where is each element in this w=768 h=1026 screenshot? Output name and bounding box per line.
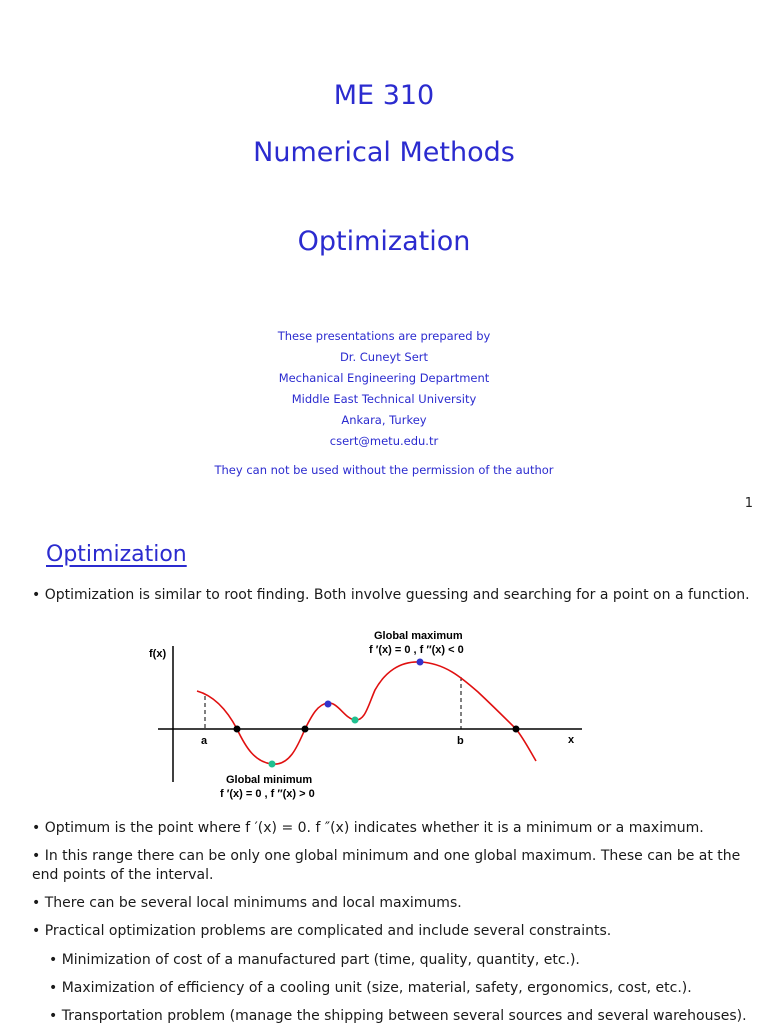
interval-label-a: a [201, 735, 208, 747]
course-code: ME 310 [333, 80, 435, 111]
course-name: Numerical Methods [253, 137, 515, 168]
global-minimum-label: Global minimum [226, 774, 313, 786]
page-number: 1 [744, 496, 753, 511]
y-axis-label: f(x) [149, 648, 167, 660]
root-point [513, 726, 520, 733]
global-maximum-condition: f ′(x) = 0 , f ″(x) < 0 [369, 644, 464, 656]
local-maximum-point [325, 701, 332, 708]
sub-bullet-item: • Transportation problem (manage the shipping between several sources and several warehouses). [49, 1008, 747, 1024]
interval-label-b: b [457, 735, 464, 747]
bullet-item: • There can be several local minimums and local maximums. [32, 895, 462, 911]
local-minimum-point [352, 717, 359, 724]
global-minimum-point [269, 761, 276, 768]
permission-notice: They can not be used without the permission of the author [214, 463, 554, 477]
sub-bullet-item: • Minimization of cost of a manufactured part (time, quality, quantity, etc.). [49, 952, 580, 968]
sub-bullet-item: • Maximization of efficiency of a cooling unit (size, material, safety, ergonomics, cost, etc.). [49, 980, 692, 996]
x-axis-label: x [568, 734, 575, 746]
function-curve [197, 662, 536, 764]
global-maximum-label: Global maximum [374, 630, 463, 642]
function-figure [0, 620, 768, 820]
credit-line: These presentations are prepared by [277, 329, 491, 343]
slide-topic: Optimization [297, 226, 471, 257]
section-title: Optimization [46, 542, 187, 567]
bullet-item: • Optimum is the point where f ′(x) = 0. f ″(x) indicates whether it is a minimum or a maximum. [32, 820, 704, 836]
credit-line: Dr. Cuneyt Sert [339, 350, 429, 364]
bullet-item: • Practical optimization problems are complicated and include several constraints. [32, 923, 612, 939]
root-point [234, 726, 241, 733]
intro-paragraph: • Optimization is similar to root finding. Both involve guessing and searching for a point on a function. [32, 587, 750, 603]
bullet-item: • In this range there can be only one global minimum and one global maximum. These can be at the end points of the interval. [32, 848, 741, 883]
global-maximum-point [417, 659, 424, 666]
credit-line: Mechanical Engineering Department [278, 371, 490, 385]
global-minimum-condition: f ′(x) = 0 , f ″(x) > 0 [220, 788, 315, 800]
credit-email: csert@metu.edu.tr [329, 434, 439, 448]
credit-line: Ankara, Turkey [341, 413, 427, 427]
root-point [302, 726, 309, 733]
credit-line: Middle East Technical University [291, 392, 477, 406]
